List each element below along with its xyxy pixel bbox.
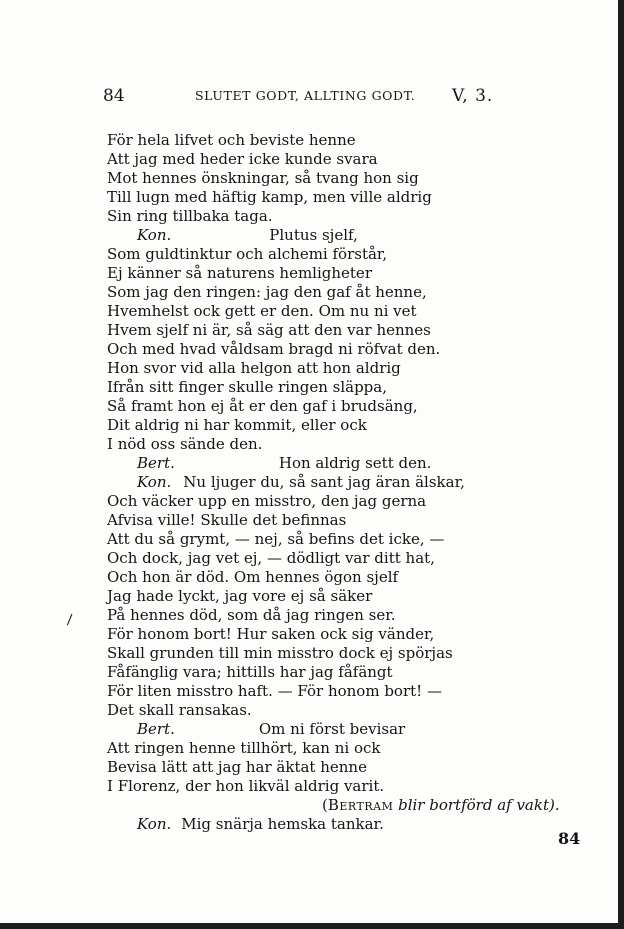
speech-text: Mig snärja hemska tankar. — [181, 815, 384, 833]
verse-text — [107, 131, 560, 834]
verse-line: Hvem sjelf ni är, så säg att den var hennes — [107, 321, 431, 339]
running-title: SLUTET GODT, ALLTING GODT. — [195, 88, 416, 103]
page-edge-right — [618, 0, 624, 929]
verse-line: Bevisa lätt att jag har äktat henne — [107, 758, 367, 776]
speaker-name: Bert. — [137, 720, 175, 738]
verse-line: Och väcker upp en misstro, den jag gerna — [107, 492, 427, 510]
verse-line: Afvisa ville! Skulle det befinnas — [107, 511, 347, 529]
verse-line: För honom bort! Hur saken ock sig vänder, — [107, 625, 435, 643]
speech-line — [107, 226, 465, 245]
speech-line — [107, 720, 465, 739]
page-number: 84 — [103, 86, 125, 106]
speech-line — [107, 815, 465, 834]
print-speck: \ — [62, 612, 77, 628]
verse-line: Jag hade lyckt, jag vore ej så säker — [107, 587, 373, 605]
verse-line: Att ringen henne tillhört, kan ni ock — [107, 739, 381, 757]
verse-line: Dit aldrig ni har kommit, eller ock — [107, 416, 367, 434]
verse-line: Så framt hon ej åt er den gaf i brudsäng, — [107, 397, 418, 415]
page-header — [0, 86, 624, 110]
speech-text: Nu ljuger du, så sant jag äran älskar, — [183, 473, 465, 491]
speaker-name: Kon. — [137, 226, 172, 244]
verse-line: I Florenz, der hon likväl aldrig varit. — [107, 777, 385, 795]
verse-line: Och hon är död. Om hennes ögon sjelf — [107, 568, 399, 586]
speech-line — [107, 473, 465, 492]
scene-reference: V, 3. — [452, 86, 494, 106]
verse-line: Fåfänglig vara; hittills har jag fåfängt — [107, 663, 393, 681]
verse-line: Till lugn med häftig kamp, men ville aldrig — [107, 188, 432, 206]
verse-line: Mot hennes önskningar, så tvang hon sig — [107, 169, 419, 187]
verse-line: För liten misstro haft. — För honom bort! — — [107, 682, 442, 700]
page-edge-bottom — [0, 923, 624, 929]
verse-line: Och dock, jag vet ej, — dödligt var ditt hat, — [107, 549, 435, 567]
speaker-name: Bert. — [137, 454, 175, 472]
speaker-name: Kon. — [137, 473, 172, 491]
verse-line: Att jag med heder icke kunde svara — [107, 150, 378, 168]
verse-line: Ifrån sitt finger skulle ringen släppa, — [107, 378, 387, 396]
verse-line: Hon svor vid alla helgon att hon aldrig — [107, 359, 401, 377]
speech-text: Plutus sjelf, — [269, 226, 358, 244]
verse-line: Hvemhelst ock gett er den. Om nu ni vet — [107, 302, 417, 320]
verse-line: Som guldtinktur och alchemi förstår, — [107, 245, 388, 263]
speaker-name: Kon. — [137, 815, 172, 833]
verse-line: Som jag den ringen: jag den gaf åt henne, — [107, 283, 427, 301]
stage-direction-name: Bertram — [327, 796, 394, 814]
speech-text: Om ni först bevisar — [258, 720, 406, 738]
verse-line: Och med hvad våldsam bragd ni röfvat den. — [107, 340, 441, 358]
verse-line: Det skall ransakas. — [107, 701, 252, 719]
verse-line: I nöd oss sände den. — [107, 435, 263, 453]
verse-line: Att du så grymt, — nej, så befins det icke, — — [107, 530, 445, 548]
verse-line: Ej känner så naturens hemligheter — [107, 264, 372, 282]
speech-line — [107, 454, 465, 473]
speech-text: Hon aldrig sett den. — [278, 454, 432, 472]
stage-direction-text: blir bortförd af vakt). — [398, 796, 560, 814]
footer-page-number: 84 — [558, 829, 581, 848]
verse-line: För hela lifvet och beviste henne — [107, 131, 356, 149]
verse-line: På hennes död, som då jag ringen ser. — [107, 606, 396, 624]
verse-line: Skall grunden till min misstro dock ej spörjas — [107, 644, 453, 662]
stage-direction: (Bertram blir bortförd af vakt). — [322, 796, 560, 814]
verse-line: Sin ring tillbaka taga. — [107, 207, 273, 225]
